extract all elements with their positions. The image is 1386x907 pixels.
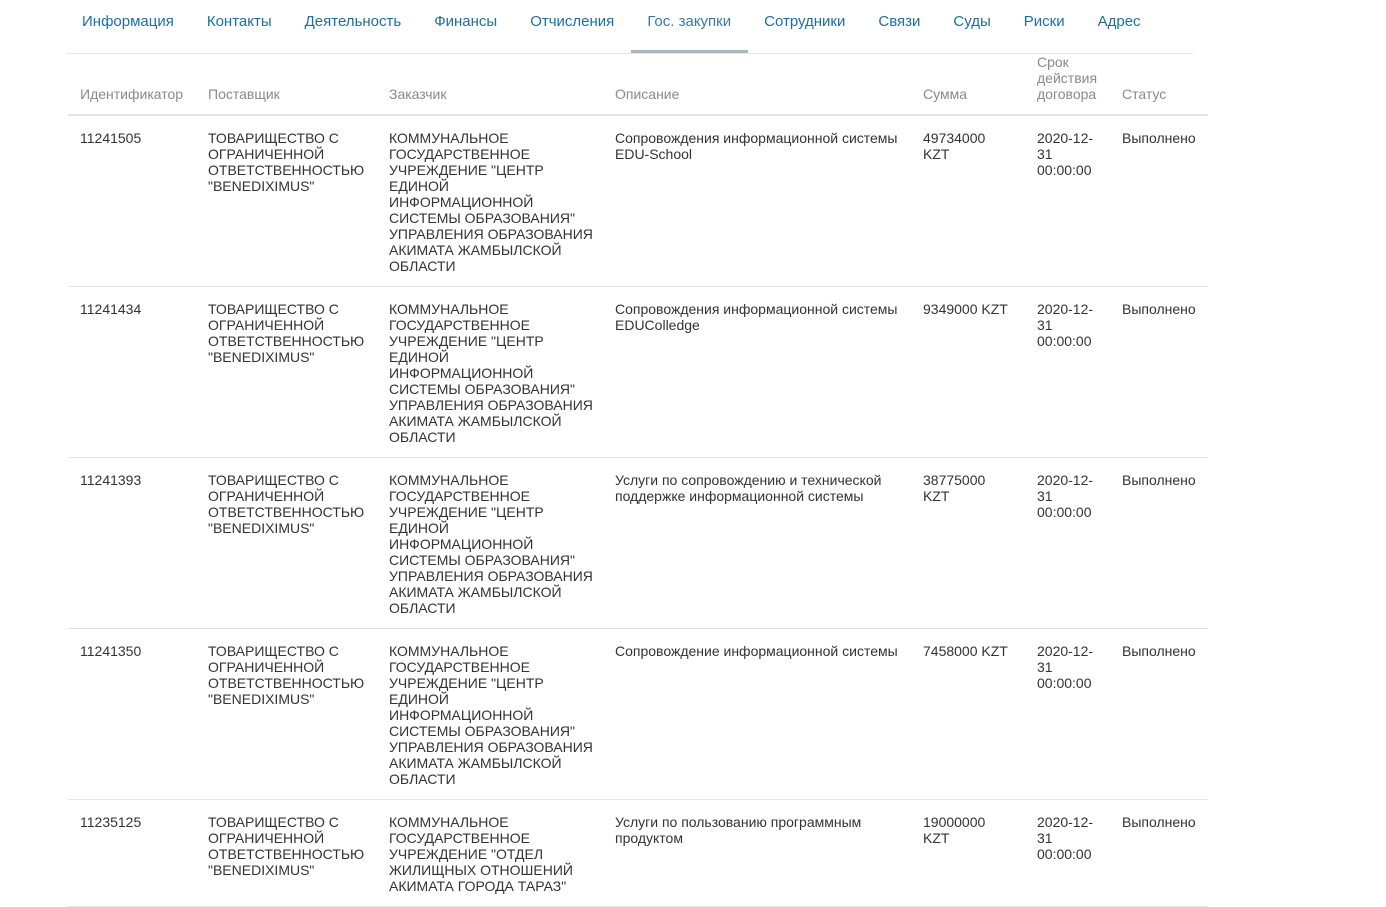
cell-description: Сопровождения информационной системы EDU-School [603,115,911,287]
tab-address[interactable]: Адрес [1097,13,1141,30]
tab-information[interactable]: Информация [82,13,174,30]
cell-amount: 9349000 KZT [911,287,1025,458]
cell-status: Выполнено [1110,629,1208,800]
table-row [68,629,1208,800]
cell-term: 2020-12-31 00:00:00 [1025,629,1110,800]
cell-customer: КОММУНАЛЬНОЕ ГОСУДАРСТВЕННОЕ УЧРЕЖДЕНИЕ "ЦЕНТР ЕДИНОЙ ИНФОРМАЦИОННОЙ СИСТЕМЫ ОБРАЗОВАНИЯ" УПРАВЛЕНИЯ ОБРАЗОВАНИЯ АКИМАТА ЖАМБЫЛСКОЙ ОБЛАСТИ [377,458,603,629]
cell-customer: КОММУНАЛЬНОЕ ГОСУДАРСТВЕННОЕ УЧРЕЖДЕНИЕ "ЦЕНТР ЕДИНОЙ ИНФОРМАЦИОННОЙ СИСТЕМЫ ОБРАЗОВАНИЯ" УПРАВЛЕНИЯ ОБРАЗОВАНИЯ АКИМАТА ЖАМБЫЛСКОЙ ОБЛАСТИ [377,115,603,287]
cell-status: Выполнено [1110,115,1208,287]
cell-id: 11235125 [68,800,196,907]
cell-amount: 19000000 KZT [911,800,1025,907]
column-header-customer: Заказчик [377,53,603,115]
table-row [68,115,1208,287]
cell-description: Сопровождения информационной системы EDUColledge [603,287,911,458]
cell-term: 2020-12-31 00:00:00 [1025,115,1110,287]
cell-term: 2020-12-31 00:00:00 [1025,287,1110,458]
cell-supplier: ТОВАРИЩЕСТВО С ОГРАНИЧЕННОЙ ОТВЕТСТВЕННОСТЬЮ "BENEDIXIMUS" [196,629,377,800]
tab-deductions[interactable]: Отчисления [530,13,615,30]
table-header-row [68,53,1208,115]
cell-amount: 38775000 KZT [911,458,1025,629]
table-row [68,800,1208,907]
column-header-status: Статус [1110,53,1208,115]
tab-risks[interactable]: Риски [1023,13,1065,30]
column-header-amount: Сумма [911,53,1025,115]
tab-connections[interactable]: Связи [878,13,921,30]
tab-bar [66,0,1193,54]
cell-customer: КОММУНАЛЬНОЕ ГОСУДАРСТВЕННОЕ УЧРЕЖДЕНИЕ "ЦЕНТР ЕДИНОЙ ИНФОРМАЦИОННОЙ СИСТЕМЫ ОБРАЗОВАНИЯ" УПРАВЛЕНИЯ ОБРАЗОВАНИЯ АКИМАТА ЖАМБЫЛСКОЙ ОБЛАСТИ [377,629,603,800]
cell-customer: КОММУНАЛЬНОЕ ГОСУДАРСТВЕННОЕ УЧРЕЖДЕНИЕ "ЦЕНТР ЕДИНОЙ ИНФОРМАЦИОННОЙ СИСТЕМЫ ОБРАЗОВАНИЯ" УПРАВЛЕНИЯ ОБРАЗОВАНИЯ АКИМАТА ЖАМБЫЛСКОЙ ОБЛАСТИ [377,287,603,458]
cell-id: 11241393 [68,458,196,629]
tab-courts[interactable]: Суды [953,13,991,30]
table-row [68,287,1208,458]
column-header-term: Срок действия договора [1025,53,1110,115]
procurement-table [68,53,1208,907]
tab-activity[interactable]: Деятельность [304,13,402,30]
tab-finance[interactable]: Финансы [434,13,498,30]
cell-status: Выполнено [1110,458,1208,629]
cell-supplier: ТОВАРИЩЕСТВО С ОГРАНИЧЕННОЙ ОТВЕТСТВЕННОСТЬЮ "BENEDIXIMUS" [196,458,377,629]
cell-status: Выполнено [1110,800,1208,907]
cell-description: Услуги по сопровождению и технической поддержке информационной системы [603,458,911,629]
tab-public-procurement[interactable]: Гос. закупки [631,0,748,53]
cell-customer: КОММУНАЛЬНОЕ ГОСУДАРСТВЕННОЕ УЧРЕЖДЕНИЕ "ОТДЕЛ ЖИЛИЩНЫХ ОТНОШЕНИЙ АКИМАТА ГОРОДА ТАРАЗ" [377,800,603,907]
tab-contacts[interactable]: Контакты [206,13,272,30]
cell-amount: 49734000 KZT [911,115,1025,287]
cell-description: Услуги по пользованию программным продуктом [603,800,911,907]
cell-id: 11241434 [68,287,196,458]
tab-employees[interactable]: Сотрудники [764,13,846,30]
cell-supplier: ТОВАРИЩЕСТВО С ОГРАНИЧЕННОЙ ОТВЕТСТВЕННОСТЬЮ "BENEDIXIMUS" [196,287,377,458]
cell-status: Выполнено [1110,287,1208,458]
column-header-description: Описание [603,53,911,115]
cell-term: 2020-12-31 00:00:00 [1025,800,1110,907]
cell-description: Сопровождение информационной системы [603,629,911,800]
cell-supplier: ТОВАРИЩЕСТВО С ОГРАНИЧЕННОЙ ОТВЕТСТВЕННОСТЬЮ "BENEDIXIMUS" [196,800,377,907]
table-row [68,458,1208,629]
cell-amount: 7458000 KZT [911,629,1025,800]
column-header-id: Идентификатор [68,53,196,115]
cell-id: 11241505 [68,115,196,287]
cell-supplier: ТОВАРИЩЕСТВО С ОГРАНИЧЕННОЙ ОТВЕТСТВЕННОСТЬЮ "BENEDIXIMUS" [196,115,377,287]
cell-term: 2020-12-31 00:00:00 [1025,458,1110,629]
column-header-supplier: Поставщик [196,53,377,115]
cell-id: 11241350 [68,629,196,800]
